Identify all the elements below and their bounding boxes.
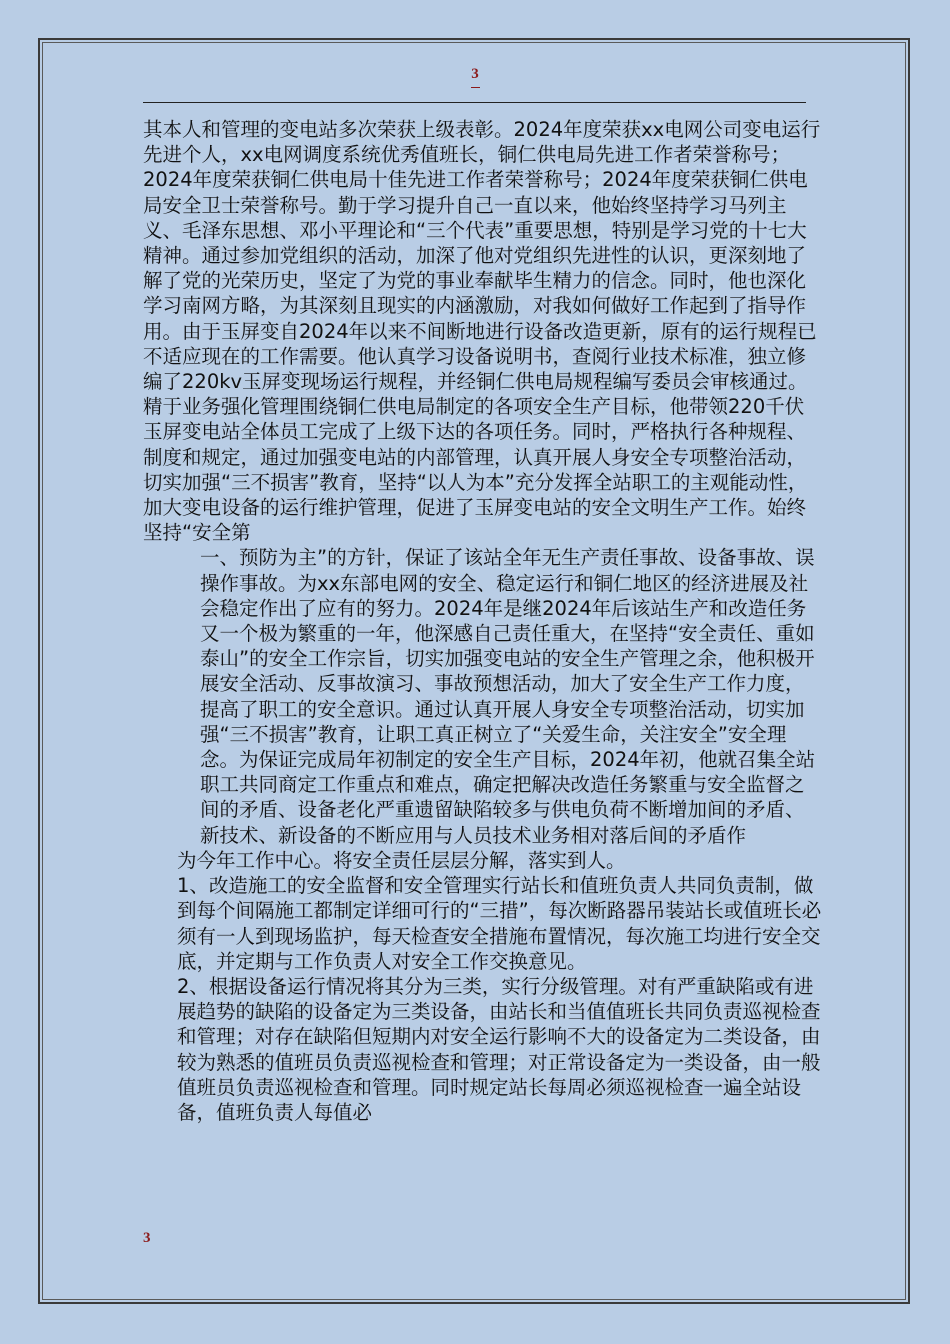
header-page-number-underline — [471, 87, 480, 88]
paragraph-work-center: 为今年工作中心。将安全责任层层分解，落实到人。 — [177, 848, 626, 872]
paragraph-item-1: 1、改造施工的安全监督和安全管理实行站长和值班负责人共同负责制，做到每个间隔施工都制定详细可行的“三措”，每次断路器吊装站长或值班长必须有一人到现场监护，每天检查安全措施布置情况，每次施工均进行安全交底，并定期与工作负责人对安全工作交换意见。 — [177, 874, 822, 973]
header-page-number: 3 — [471, 66, 479, 82]
paragraph-honors-and-study: 其本人和管理的变电站多次荣获上级表彰。2024年度荣获xx电网公司变电运行先进个人，xx电网调度系统优秀值班长，铜仁供电局先进工作者荣誉称号；2024年度荣获铜仁供电局十佳先进工作者荣誉称号；2024年度荣获铜仁供电局安全卫士荣誉称号。勤于学习提升自己一直以来，他始终坚持学习马列主义、毛泽东思想、邓小平理论和“三个代表”重要思想，特别是学习党的十七大精神。通过参加党组织的活动，加深了他对党组织先进性的认识，更深刻地了解了党的光荣历史，坚定了为党的事业奉献毕生精力的信念。同时，他也深化学习南网方略，为其深刻且现实的内涵激励，对我如何做好工作起到了指导作用。由于玉屏变自2024年以来不间断地进行设备改造更新，原有的运行规程已不适应现在的工作需要。他认真学习设备说明书，查阅行业技术标准，独立修编了220kv玉屏变现场运行规程，并经铜仁供电局规程编写委员会审核通过。精于业务强化管理围绕铜仁供电局制定的各项安全生产目标，他带领220千伏玉屏变电站全体员工完成了上级下达的各项任务。同时，严格执行各种规程、制度和规定，通过加强变电站的内部管理，认真开展人身安全专项整治活动，切实加强“三不损害”教育，坚持“以人为本”充分发挥全站职工的主观能动性，加大变电设备的运行维护管理，促进了玉屏变电站的安全文明生产工作。始终坚持“安全第 — [143, 118, 821, 545]
paragraph-item-2: 2、根据设备运行情况将其分为三类，实行分级管理。对有严重缺陷或有进展趋势的缺陷的设备定为三类设备，由站长和当值值班长共同负责巡视检查和管理；对存在缺陷但短期内对安全运行影响不大的设备定为二类设备，由较为熟悉的值班员负责巡视检查和管理；对正常设备定为一类设备，由一般值班员负责巡视检查和管理。同时规定站长每周必须巡视检查一遍全站设备，值班负责人每值必 — [177, 974, 821, 1124]
paragraph-safety-policy: 一、预防为主”的方针，保证了该站全年无生产责任事故、设备事故、误操作事故。为xx东部电网的安全、稳定运行和铜仁地区的经济进展及社会稳定作出了应有的努力。2024年是继2024年后该站生产和改造任务又一个极为繁重的一年，他深感自己责任重大，在坚持“安全责任、重如泰山”的安全工作宗旨，切实加强变电站的安全生产管理之余，他积极开展安全活动、反事故演习、事故预想活动，加大了安全生产工作力度，提高了职工的安全意识。通过认真开展人身安全专项整治活动，切实加强“三不损害”教育，让职工真正树立了“关爱生命，关注安全”安全理念。为保证完成局年初制定的安全生产目标，2024年初，他就召集全站职工共同商定工作重点和难点，确定把解决改造任务繁重与安全监督之间的矛盾、设备老化严重遗留缺陷较多与供电负荷不断增加间的矛盾、新技术、新设备的不断应用与人员技术业务相对落后间的矛盾作 — [200, 546, 816, 847]
footer-page-number: 3 — [143, 1230, 151, 1246]
header-rule — [143, 102, 806, 103]
document-body — [143, 117, 823, 1125]
